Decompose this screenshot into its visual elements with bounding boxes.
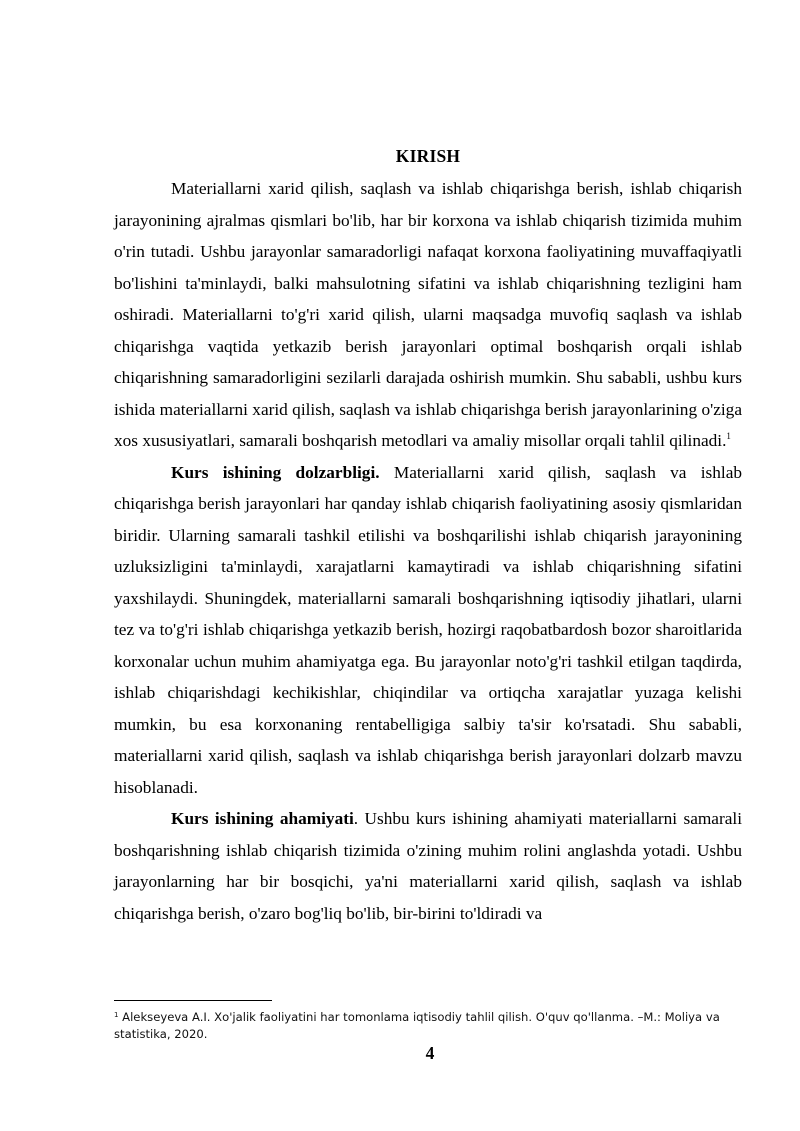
paragraph-relevance [114, 457, 742, 804]
footnote-number: 1 [114, 1011, 119, 1019]
paragraph-text: Materiallarni xarid qilish, saqlash va ishlab chiqarishga berish jarayonlari har qanday ishlab chiqarish faoliyatining asosiy qismlaridan biridir. Ularning samarali tashkil etilishi va boshqarilishi ishlab chiqarish jarayonining uzluksizligini ta'minlaydi, xarajatlarni kamaytiradi va ishlab chiqarishning sifatini yaxshilaydi. Shuningdek, materiallarni samarali boshqarishning iqtisodiy jihatlari, ularni tez va to'g'ri ishlab chiqarishga yetkazib berish, hozirgi raqobatbardosh bozor sharoitlarida korxonalar uchun muhim ahamiyatga ega. Bu jarayonlar noto'g'ri tashkil etilgan taqdirda, ishlab chiqarishdagi kechikishlar, chiqindilar va ortiqcha xarajatlar yuzaga kelishi mumkin, bu esa korxonaning rentabelligiga salbiy ta'sir ko'rsatadi. Shu sababli, materiallarni xarid qilish, saqlash va ishlab chiqarishga berish jarayonlari dolzarb mavzu hisoblanadi. [114, 462, 743, 797]
page-number: 4 [425, 1043, 435, 1063]
footnote-divider [114, 1000, 272, 1001]
paragraph-text: Materiallarni xarid qilish, saqlash va ishlab chiqarishga berish, ishlab chiqarish jarayonining ajralmas qismlari bo'lib, har bir korxona va ishlab chiqarish tizimida muhim o'rin tutadi. Ushbu jarayonlar samaradorligi nafaqat korxona faoliyatining muvaffaqiyatli bo'lishini ta'minlaydi, balki mahsulotning sifatini va ishlab chiqarishning tezligini ham oshiradi. Materiallarni to'g'ri xarid qilish, ularni maqsadga muvofiq saqlash va ishlab chiqarishga vaqtida yetkazib berish jarayonlari optimal boshqarish orqali ishlab chiqarishning samaradorligini sezilarli darajada oshirish mumkin. Shu sababli, ushbu kurs ishida materiallarni xarid qilish, saqlash va ishlab chiqarishga berish jarayonlarining o'ziga xos xususiyatlari, samarali boshqarish metodlari va amaliy misollar orqali tahlil qilinadi. [114, 179, 742, 450]
paragraph-lead-heading: Kurs ishining dolzarbligi. [171, 462, 380, 482]
paragraph-text: . Ushbu kurs ishining ahamiyati materiallarni samarali boshqarishning ishlab chiqarish tizimida o'zining muhim rolini anglashda yotadi. Ushbu jarayonlarning har bir bosqichi, ya'ni materiallarni xarid qilish, saqlash va ishlab chiqarishga berish, o'zaro bog'liq bo'lib, bir-birini to'ldiradi va [114, 809, 743, 923]
paragraph-lead-heading: Kurs ishining ahamiyati [171, 809, 354, 828]
section-title: KIRISH [395, 146, 461, 166]
footnote [114, 1009, 746, 1043]
paragraph-introduction [114, 173, 742, 457]
footnote-text: Alekseyeva A.I. Xo'jalik faoliyatini har tomonlama iqtisodiy tahlil qilish. O'quv qo'llanma. –M.: Moliya va statistika, 2020. [114, 1010, 720, 1041]
paragraph-importance [114, 803, 742, 929]
footnote-reference[interactable]: 1 [726, 431, 731, 441]
body-text [114, 173, 742, 929]
